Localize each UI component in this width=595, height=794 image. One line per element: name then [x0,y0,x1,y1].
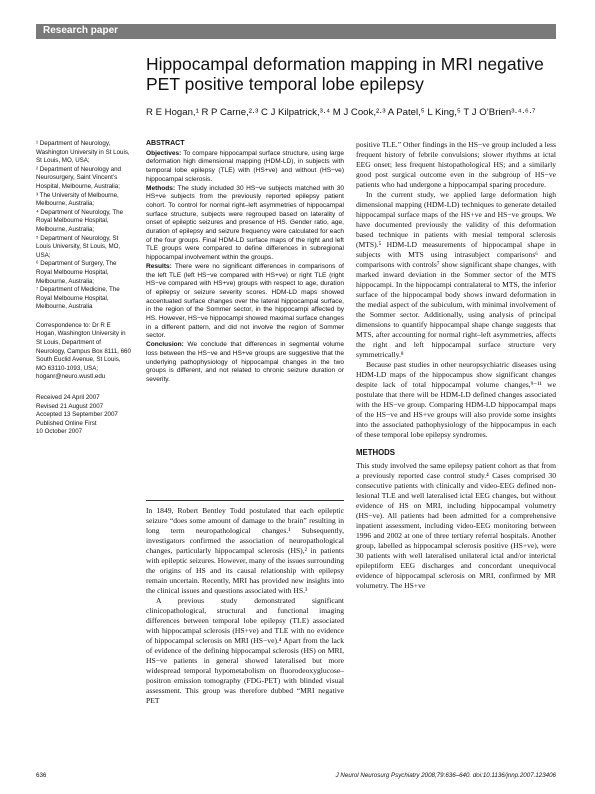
methods-text: The study included 30 HS−ve subjects matched with 30 HS+ve subjects from the previously reported epilepsy patient cohort. To control for normal right–left asymmetries of hippocampal surface structure, subjects were regrouped based on laterality of onset of epileptic seizures and presence of HS. Gender ratio, age, duration of epilepsy and seizure frequency were calculated for each of the four groups. Final HDM-LD surface maps of the right and left TLE groups were compared to define differences in subregional hippocampal involvement within the groups. [146,184,344,262]
date-received: Received 24 April 2007 [36,394,100,402]
body-column-1 [146,506,344,706]
left-sidebar [36,140,131,437]
conclusion-text: We conclude that differences in segmental volume loss between the HS−ve and HS+ve groups are suggestive that the underlying pathophysiology of hippocampal changes in the two groups is different, and not related to chronic seizure duration or severity. [146,341,344,383]
date-accepted: Accepted 13 September 2007 [36,411,118,419]
article-dates [36,394,131,437]
affiliation: ⁵ Department of Neurology, St Louis University, St Louis, MO, USA; [36,234,121,259]
affiliation: ³ The University of Melbourne, Melbourne, Australia; [36,191,119,208]
affiliation: ¹ Department of Neurology, Washington University in St Louis, St Louis, MO, USA; [36,140,130,165]
body-column-2 [356,140,556,591]
abstract-methods [146,185,344,263]
methods-heading: METHODS [356,448,395,457]
date-revised: Revised 21 August 2007 [36,402,104,410]
intro-paragraph: A previous study demonstrated significant clinicopathological, structural and functional imaging differences between temporal lobe epilepsy (TLE) associated with hippocampal sclerosis (HS+ve) and TLE with no evidence of hippocampal sclerosis on MRI (HS−ve).⁴ Apart from the lack of evidence of the defining hippocampal sclerosis (HS) on MRI, HS−ve patients in general showed lateralised but more widespread temporal hypometabolism on fluorodeoxyglucose–positron emission tomography (FDG-PET) with blinded visual assessment. This group was therefore dubbed “MRI negative PET [146,596,344,705]
affiliations [36,140,131,312]
abstract-objectives [146,150,344,185]
affiliation: ² Department of Neurology and Neurosurgery, Saint Vincent’s Hospital, Melbourne, Australia; [36,165,121,190]
abstract-conclusion [146,341,344,385]
page-number: 636 [36,772,47,779]
section-label: Research paper [43,25,119,36]
objectives-label: Objectives: [146,149,182,157]
body-paragraph: In the current study, we applied large deformation high dimensional mapping (HDM-LD) techniques to generate detailed hippocampal surface maps of the HS+ve and HS−ve groups. We have documented previously the validity of this deformation based technique in patients with mesial temporal sclerosis (MTS).⁵ HDM-LD measurements of hippocampal shape in subjects with MTS using intrasubject comparisons⁶ and comparisons with controls⁷ show significant shape changes, with marked inward deviation in the Sommer sector of the MTS hippocampi. In the hippocampi contralateral to MTS, the inferior surface of the hippocampal body shows inward deformation in the medial aspect of the subiculum, with minimal involvement of the Sommer sector. Additionally, using analysis of principal dimensions to quantify hippocampal shape change suggests that MTS, after accounting for normal right–left asymmetries, affects the right and left hippocampal surface structure very symmetrically.⁸ [356,190,556,359]
intro-paragraph: In 1849, Robert Bentley Todd postulated that each epileptic seizure “does some amount of damage to the brain” resulting in long term neuropathological changes.¹ Subsequently, investigators confirmed the association of neuropathological changes, particularly hippocampal sclerosis (HS),² in patients with epileptic seizures. However, many of the issues surrounding the origins of HS and its causal relationship with epilepsy remain uncertain. Recently, MRI has provided new insights into the clinical issues and questions associated with HS.³ [146,506,344,595]
affiliation: ⁴ Department of Neurology, The Royal Melbourne Hospital, Melbourne, Australia; [36,208,124,233]
date-published: 10 October 2007 [36,428,83,436]
results-label: Results: [146,262,172,270]
author-list: R E Hogan,¹ R P Carne,²·³ C J Kilpatrick,³·⁴ M J Cook,²·³ A Patel,⁵ L King,⁵ T J O’Brien³·⁴·⁶·⁷ [146,107,536,118]
objectives-text: To compare hippocampal surface structure, using large deformation high dimensional mapping (HDM-LD), in subjects with temporal lobe epilepsy (TLE) with (HS+ve) and without (HS−ve) hippocampal sclerosis. [146,149,345,183]
affiliation: ⁷ Department of Medicine, The Royal Melbourne Hospital, Melbourne, Australia [36,286,120,311]
journal-citation: J Neurol Neurosurg Psychiatry 2008;79:636–640. doi:10.1136/jnnp.2007.123406 [335,772,556,779]
body-paragraph: Because past studies in other neuropsychiatric diseases using HDM-LD maps of the hippocampus show significant changes despite lack of total hippocampal volume changes,⁹⁻¹¹ we postulate that there will be HDM-LD defined changes associated with the HS−ve group. Comparing HDM-LD hippocampal maps of the HS−ve and HS+ve groups will also provide some insights into the associated pathophysiology of the hippocampus in each of these temporal lobe epilepsy syndromes. [356,360,556,439]
conclusion-label: Conclusion: [146,341,184,349]
abstract [146,140,344,385]
article-title: Hippocampal deformation mapping in MRI negative PET positive temporal lobe epilepsy [146,54,544,94]
abstract-divider [146,500,344,501]
section-label-band [36,24,556,39]
abstract-results [146,263,344,341]
body-paragraph: positive TLE.” Other findings in the HS−ve group included a less frequent history of febrile convulsions; slower rhythms at ictal EEG onset; less frequent histopathological HS; and a similarly good post surgical outcome even in the subgroup of HS−ve patients who had undergone a hippocampal sparing procedure. [356,140,556,189]
affiliation: ⁶ Department of Surgery, The Royal Melbourne Hospital, Melbourne, Australia; [36,260,117,285]
methods-paragraph: This study involved the same epilepsy patient cohort as that from a previously reported case control study.⁴ Cases comprised 30 consecutive patients with clinically and video-EEG defined non-lesional TLE and well lateralised ictal EEG changes, but without evidence of HS on MRI, including hippocampal volumetry (HS−ve). All patients had been admitted for a comprehensive inpatient assessment, including video-EEG monitoring between 1996 and 2002 at one of three tertiary referral hospitals. Another group, labelled as hippocampal sclerosis positive (HS+ve), were 30 patients with well lateralised unilateral ictal and/or interictal epileptiform EEG discharges and concordant unequivocal evidence of hippocampal sclerosis on MRI, confirmed by MR volumetry. The HS+ve [356,461,556,590]
abstract-heading: ABSTRACT [146,140,185,147]
methods-label: Methods: [146,184,176,192]
correspondence: Correspondence to: Dr R E Hogan, Washington University in St Louis, Department of Neurology, Campus Box 8111, 660 South Euclid Avenue, St Louis, MO 63110-1093, USA; hoganr@neuro.wustl.edu [36,321,131,381]
date-published-label: Published Online First [36,419,97,427]
results-text: There were no significant differences in comparisons of the left TLE (left HS−ve compared with HS+ve) or right TLE (right HS−ve compared with HS+ve) groups with respect to age, duration of epilepsy or seizure severity scores. HDM-LD maps showed accentuated surface changes over the lateral hippocampal surface, in the region of the Sommer sector, in the hippocampi affected by HS. However, HS−ve hippocampi showed maximal surface changes in a different pattern, and did not involve the region of Sommer sector. [146,262,345,340]
